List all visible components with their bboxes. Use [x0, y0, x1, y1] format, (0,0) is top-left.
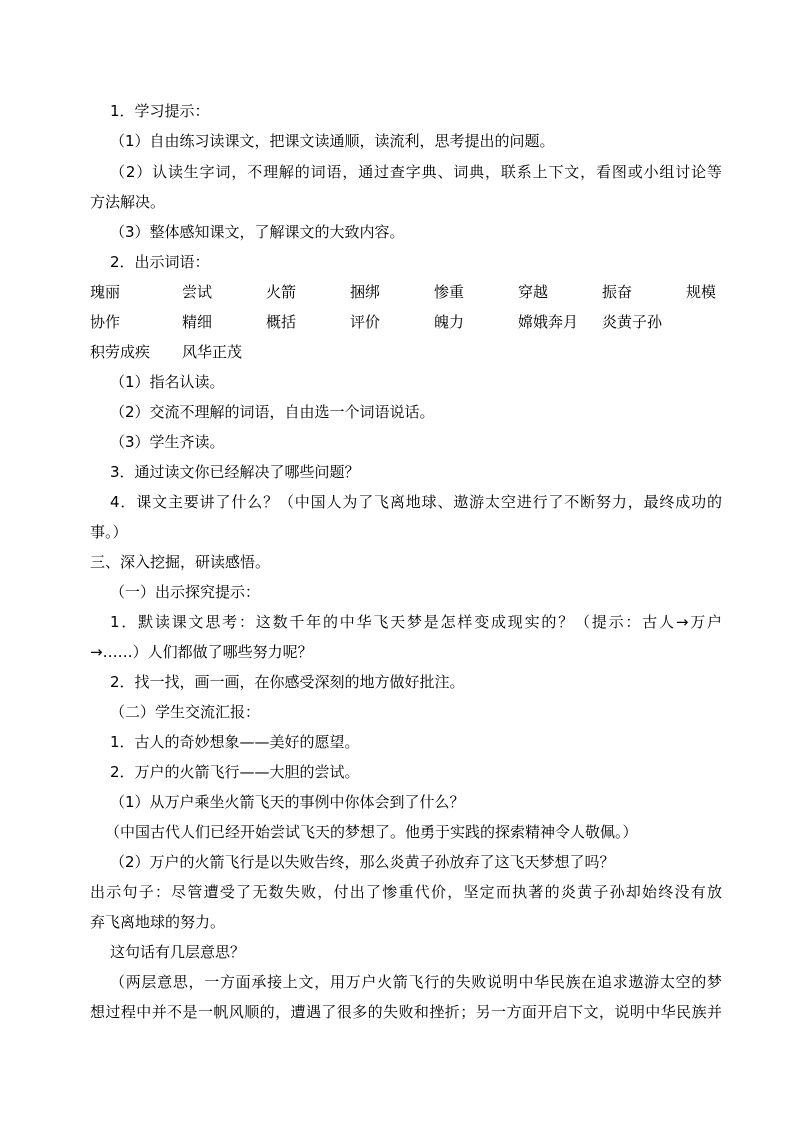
question-3: 3．通过读文你已经解决了哪些问题？	[110, 463, 360, 481]
report-item-1: 1．古人的奇妙想象——美好的愿望。	[110, 733, 360, 751]
meaning-answer-line1: （两层意思，一方面承接上文，用万户火箭飞行的失败说明中华民族在追求遨游太空的梦	[110, 973, 722, 991]
vocab-word: 火箭	[266, 283, 297, 301]
tip-item-2-line1: （2）认读生字词，不理解的词语，通过查字典、词典，联系上下文，看图或小组讨论等	[110, 163, 722, 181]
vocab-word: 惨重	[434, 283, 465, 301]
word-list-row-1	[90, 281, 722, 303]
step-item-1: （1）指名认读。	[110, 373, 225, 391]
vocab-word: 积劳成疾	[90, 343, 151, 361]
word-list-row-2	[90, 311, 722, 333]
explore-tip-2: 2．找一找，画一画，在你感受深刻的地方做好批注。	[110, 673, 465, 691]
report-question-2: （2）万户的火箭飞行是以失败告终，那么炎黄子孙放弃了这飞天梦想了吗？	[110, 853, 615, 871]
heading-show-words: 2．出示词语：	[110, 253, 210, 271]
explore-tip-1-line2: →……）人们都做了哪些努力呢？	[90, 643, 313, 661]
vocab-word: 规模	[686, 283, 717, 301]
vocab-word: 捆绑	[350, 283, 381, 301]
vocab-word: 嫦娥奔月	[518, 313, 579, 331]
vocab-word: 炎黄子孙	[602, 313, 663, 331]
quoted-sentence-line2: 弃飞离地球的努力。	[90, 913, 226, 931]
report-item-2: 2．万户的火箭飞行——大胆的尝试。	[110, 763, 360, 781]
step-item-2: （2）交流不理解的词语，自由选一个词语说话。	[110, 403, 435, 421]
vocab-word: 振奋	[602, 283, 633, 301]
meaning-answer-line2: 想过程中并不是一帆风顺的，遭遇了很多的失败和挫折；另一方面开启下文，说明中华民族并	[90, 1003, 722, 1021]
vocab-word: 精细	[182, 313, 213, 331]
question-4-line2: 事。）	[90, 523, 128, 541]
vocab-word: 评价	[350, 313, 381, 331]
section-heading-3: 三、深入挖掘，研读感悟。	[90, 553, 271, 571]
question-4-line1: 4．课文主要讲了什么？（中国人为了飞离地球、遨游太空进行了不断努力，最终成功的	[110, 493, 722, 511]
vocab-word: 瑰丽	[90, 283, 121, 301]
explore-tip-1-line1: 1．默读课文思考：这数千年的中华飞天梦是怎样变成现实的？（提示：古人→万户	[110, 613, 722, 631]
tip-item-2-line2: 方法解决。	[90, 193, 166, 211]
vocab-word: 概括	[266, 313, 297, 331]
quoted-sentence-line1: 出示句子：尽管遭受了无数失败，付出了惨重代价，坚定而执著的炎黄子孙却始终没有放	[90, 883, 722, 901]
tip-item-3: （3）整体感知课文，了解课文的大致内容。	[110, 223, 405, 241]
report-question-1: （1）从万户乘坐火箭飞天的事例中你体会到了什么？	[110, 793, 465, 811]
vocab-word: 穿越	[518, 283, 549, 301]
vocab-word: 风华正茂	[182, 343, 243, 361]
meaning-question: 这句话有几层意思？	[110, 943, 246, 961]
word-list-row-3	[90, 341, 722, 363]
heading-learning-tips: 1．学习提示：	[110, 102, 210, 120]
vocab-word: 协作	[90, 313, 121, 331]
report-answer-1: （中国古代人们已经开始尝试飞天的梦想了。他勇于实践的探索精神令人敬佩。）	[105, 823, 638, 841]
step-item-3: （3）学生齐读。	[110, 433, 225, 451]
tip-item-1: （1）自由练习读课文，把课文读通顺，读流利，思考提出的问题。	[110, 132, 555, 150]
subsection-heading-2: （二）学生交流汇报：	[110, 703, 261, 721]
subsection-heading-1: （一）出示探究提示：	[110, 583, 261, 601]
vocab-word: 魄力	[434, 313, 465, 331]
document-page	[90, 0, 722, 1123]
vocab-word: 尝试	[182, 283, 213, 301]
